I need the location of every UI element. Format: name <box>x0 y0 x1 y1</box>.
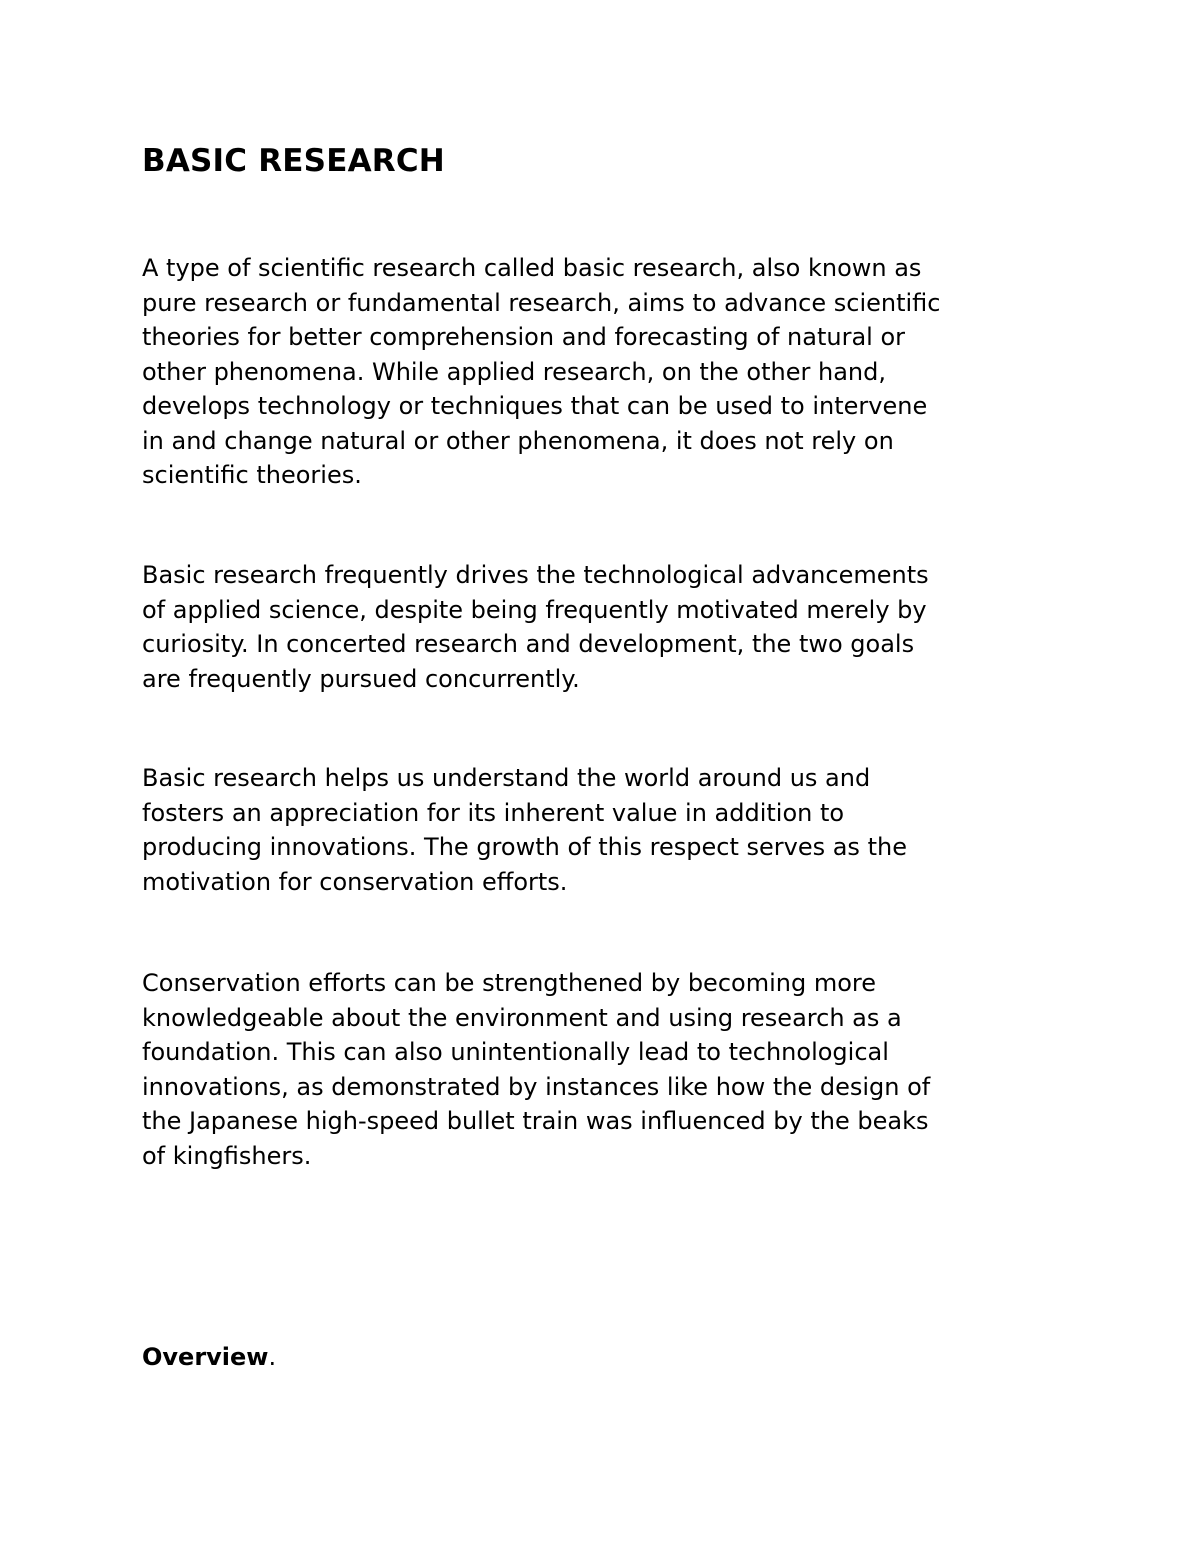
text-line: motivation for conservation efforts. <box>142 867 568 896</box>
text-line: producing innovations. The growth of this respect serves as the <box>142 833 907 861</box>
text-line: A type of scientific research called basic research, also known as <box>142 254 922 282</box>
text-line: are frequently pursued concurrently. <box>142 664 580 693</box>
text-line: fosters an appreciation for its inherent value in addition to <box>142 798 845 827</box>
overview-heading-text: Overview <box>142 1343 269 1371</box>
text-line: pure research or fundamental research, aims to advance scientific <box>142 288 941 317</box>
overview-heading-period: . <box>268 1343 277 1371</box>
paragraph-applied-science <box>142 558 1082 696</box>
text-line: develops technology or techniques that can be used to intervene <box>142 392 928 420</box>
text-line: scientific theories. <box>142 461 362 489</box>
paragraph-definition <box>142 251 1082 493</box>
text-line: Conservation efforts can be strengthened by becoming more <box>142 969 876 997</box>
text-line: in and change natural or other phenomena, it does not rely on <box>142 426 894 455</box>
text-line: other phenomena. While applied research, on the other hand, <box>142 357 886 386</box>
text-line: foundation. This can also unintentionally lead to technological <box>142 1038 889 1066</box>
text-line: Basic research frequently drives the technological advancements <box>142 561 929 589</box>
text-line: of applied science, despite being frequently motivated merely by <box>142 595 927 624</box>
text-line: theories for better comprehension and forecasting of natural or <box>142 323 905 351</box>
paragraph-conservation <box>142 966 1082 1173</box>
text-line: the Japanese high-speed bullet train was influenced by the beaks <box>142 1107 929 1135</box>
overview-heading <box>142 1340 276 1375</box>
text-line: curiosity. In concerted research and development, the two goals <box>142 630 915 658</box>
paragraph-understanding <box>142 761 1082 899</box>
text-line: of kingfishers. <box>142 1141 312 1170</box>
text-line: innovations, as demonstrated by instances like how the design of <box>142 1072 931 1101</box>
page-title: BASIC RESEARCH <box>142 143 445 179</box>
text-line: Basic research helps us understand the world around us and <box>142 764 871 792</box>
text-line: knowledgeable about the environment and using research as a <box>142 1003 902 1032</box>
